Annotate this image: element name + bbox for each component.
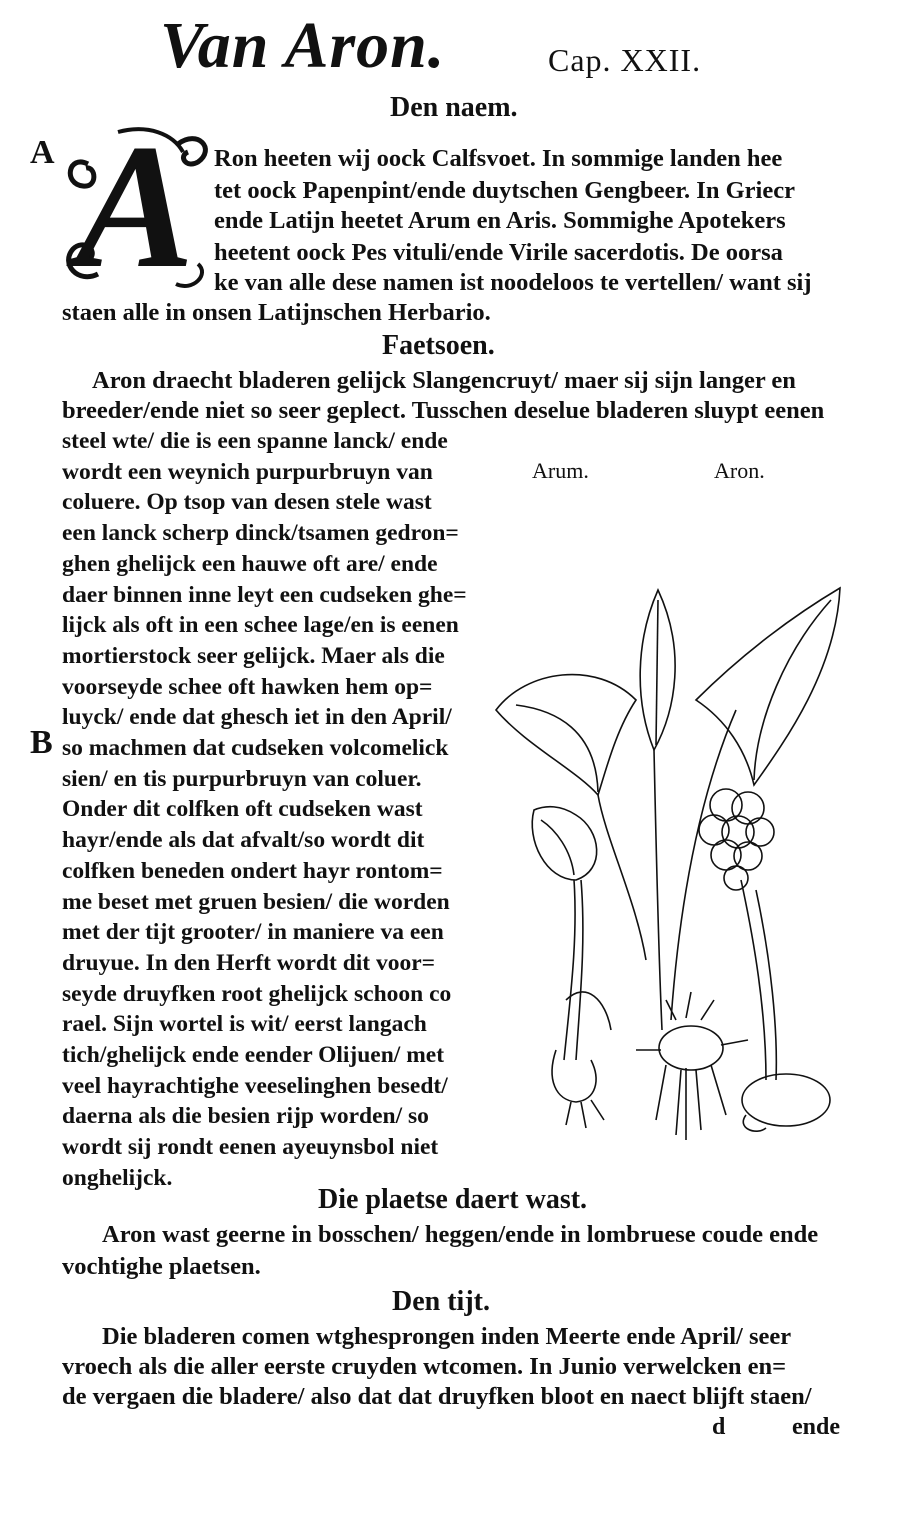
column-text-line: daer binnen inne leyt een cudseken ghe= xyxy=(62,582,467,608)
column-text-line: Onder dit colfken oft cudseken wast xyxy=(62,796,423,822)
margin-letter-a: A xyxy=(30,134,55,171)
column-text-line: mortierstock seer gelijck. Maer als die xyxy=(62,643,445,669)
section-heading-faetsoen: Faetsoen. xyxy=(382,330,495,361)
text-line: ke van alle dese namen ist noodeloos te vertellen/ want sij xyxy=(214,269,812,296)
column-text-line: daerna als die besien rijp worden/ so xyxy=(62,1103,429,1129)
column-text-line: voorseyde schee oft hawken hem op= xyxy=(62,674,433,700)
text-line: vroech als die aller eerste cruyden wtcomen. In Junio verwelcken en= xyxy=(62,1353,787,1380)
column-text-line: coluere. Op tsop van desen stele wast xyxy=(62,489,432,515)
drop-cap-initial: A xyxy=(75,107,195,305)
column-text-line: met der tijt grooter/ in maniere va een xyxy=(62,919,444,945)
section-heading-plaetse: Die plaetse daert wast. xyxy=(318,1184,588,1215)
text-line: ende Latijn heetet Arum en Aris. Sommighe Apotekers xyxy=(214,207,786,234)
column-text-line: onghelijck. xyxy=(62,1165,173,1191)
page-title: Van Aron. xyxy=(160,9,446,82)
text-line: Die bladeren comen wtghesprongen inden Meerte ende April/ seer xyxy=(102,1323,792,1350)
arum-plant-woodcut-icon xyxy=(486,580,856,1150)
illustration-caption-dutch: Aron. xyxy=(714,458,765,483)
text-line: Ron heeten wij oock Calfsvoet. In sommige landen hee xyxy=(214,145,783,172)
text-line: Aron wast geerne in bosschen/ heggen/ende in lombruese coude ende xyxy=(102,1221,819,1248)
column-text-line: wordt een weynich purpurbruyn van xyxy=(62,459,433,485)
column-text-line: een lanck scherp dinck/tsamen gedron= xyxy=(62,520,459,546)
column-text-line: ghen ghelijck een hauwe oft are/ ende xyxy=(62,551,438,577)
column-text-line: steel wte/ die is een spanne lanck/ ende xyxy=(62,428,448,454)
column-text-line: seyde druyfken root ghelijck schoon co xyxy=(62,981,452,1007)
margin-letter-b: B xyxy=(30,724,53,761)
text-line: Aron draecht bladeren gelijck Slangencruyt/ maer sij sijn langer en xyxy=(92,367,796,394)
column-text-line: wordt sij rondt eenen ayeuynsbol niet xyxy=(62,1134,439,1160)
column-text-line: tich/ghelijck ende eender Olijuen/ met xyxy=(62,1042,445,1068)
column-text-line: me beset met gruen besien/ die worden xyxy=(62,889,450,915)
column-text-line: druyue. In den Herft wordt dit voor= xyxy=(62,950,436,976)
column-text-line: so machmen dat cudseken volcomelick xyxy=(62,735,449,761)
text-line: staen alle in onsen Latijnschen Herbario. xyxy=(62,299,491,326)
column-text-line: sien/ en tis purpurbruyn van coluer. xyxy=(62,766,422,792)
text-line: tet oock Papenpint/ende duytschen Gengbeer. In Griecr xyxy=(214,177,795,204)
text-line: breeder/ende niet so seer geplect. Tusschen deselue bladeren sluypt eenen xyxy=(62,397,825,424)
text-line: de vergaen die bladere/ also dat dat druyfken bloot en naect blijft staen/ xyxy=(62,1383,812,1410)
column-text-line: lijck als oft in een schee lage/en is eenen xyxy=(62,612,459,638)
column-text-line: rael. Sijn wortel is wit/ eerst langach xyxy=(62,1011,427,1037)
chapter-number: Cap. XXII. xyxy=(548,42,702,78)
catchword: ende xyxy=(792,1414,840,1440)
column-text-line: colfken beneden ondert hayr rontom= xyxy=(62,858,443,884)
text-line: heetent oock Pes vituli/ende Virile sacerdotis. De oorsa xyxy=(214,239,783,266)
signature-mark: d xyxy=(712,1414,726,1440)
text-line: vochtighe plaetsen. xyxy=(62,1253,261,1280)
column-text-line: hayr/ende als dat afvalt/so wordt dit xyxy=(62,827,425,853)
column-text-line: luyck/ ende dat ghesch iet in den April/ xyxy=(62,704,452,730)
illustration-caption-latin: Arum. xyxy=(532,458,589,483)
section-heading-naem: Den naem. xyxy=(390,92,518,123)
section-heading-tijt: Den tijt. xyxy=(392,1286,490,1317)
column-text-line: veel hayrachtighe veeselinghen besedt/ xyxy=(62,1073,448,1099)
